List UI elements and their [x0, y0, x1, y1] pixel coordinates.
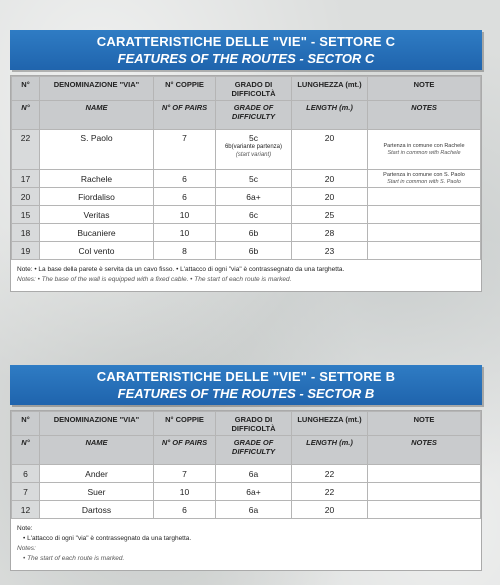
- header-pairs-en: N° OF PAIRS: [154, 436, 216, 465]
- header-notes-en: NOTES: [368, 436, 481, 465]
- sector-c-table-box: [10, 75, 482, 292]
- sector-c-title: CARATTERISTICHE DELLE "VIE" - SETTORE C: [96, 34, 396, 49]
- table-row: [12, 170, 481, 188]
- route-length: 20: [292, 188, 368, 206]
- route-number: 12: [12, 501, 40, 519]
- route-pairs: 10: [154, 224, 216, 242]
- route-number: 20: [12, 188, 40, 206]
- route-name: Rachele: [40, 170, 154, 188]
- sector-b-table: [11, 411, 481, 519]
- header-name-en: NAME: [40, 101, 154, 130]
- route-note: [368, 206, 481, 224]
- route-name: Suer: [40, 483, 154, 501]
- header-pairs: N° COPPIE: [154, 412, 216, 436]
- route-note: [368, 130, 481, 170]
- sector-b-subtitle: FEATURES OF THE ROUTES - SECTOR B: [117, 386, 375, 401]
- header-grade-en: GRADE OF DIFFICULTY: [216, 101, 292, 130]
- footnote-it: Note: • La base della parete è servita da un cavo fisso. • L'attacco di ogni "via" è contrassegnato da una targhetta.: [17, 266, 345, 273]
- route-grade: 6a+: [216, 188, 292, 206]
- route-number: 7: [12, 483, 40, 501]
- route-note: [368, 188, 481, 206]
- route-length: 23: [292, 242, 368, 260]
- route-note-en: Start in common with Rachele: [387, 149, 461, 156]
- route-grade: 6b: [216, 242, 292, 260]
- header-grade-en: GRADE OF DIFFICULTY: [216, 436, 292, 465]
- header-name: DENOMINAZIONE "VIA": [40, 412, 154, 436]
- header-grade: GRADO DI DIFFICOLTÀ: [216, 77, 292, 101]
- route-length: 20: [292, 130, 368, 170]
- table-row: [12, 501, 481, 519]
- table-row: [12, 188, 481, 206]
- sector-b-panel: [10, 365, 482, 571]
- sector-c-table: [11, 76, 481, 260]
- route-pairs: 8: [154, 242, 216, 260]
- header-grade: GRADO DI DIFFICOLTÀ: [216, 412, 292, 436]
- route-note-it: Partenza in comune con Rachele: [383, 142, 465, 149]
- table-row: [12, 224, 481, 242]
- route-length: 22: [292, 465, 368, 483]
- route-grade: 5c: [249, 133, 258, 143]
- route-length: 20: [292, 501, 368, 519]
- route-number: 18: [12, 224, 40, 242]
- route-grade-cell: [216, 130, 292, 170]
- route-number: 22: [12, 130, 40, 170]
- table-row: [12, 206, 481, 224]
- route-length: 20: [292, 170, 368, 188]
- route-pairs: 10: [154, 483, 216, 501]
- footnote-label-it: Note:: [17, 525, 33, 532]
- header-note: NOTE: [368, 77, 481, 101]
- header-notes-en: NOTES: [368, 101, 481, 130]
- route-grade: 6a: [216, 501, 292, 519]
- route-number: 19: [12, 242, 40, 260]
- footnote-en: Notes: • The base of the wall is equipped with a fixed cable. • The start of each route is marked.: [17, 276, 292, 283]
- sector-c-footnote: [11, 260, 481, 291]
- route-note: [368, 465, 481, 483]
- route-pairs: 6: [154, 170, 216, 188]
- table-row: [12, 242, 481, 260]
- route-number: 17: [12, 170, 40, 188]
- route-name: Ander: [40, 465, 154, 483]
- header-note: NOTE: [368, 412, 481, 436]
- route-grade: 6c: [216, 206, 292, 224]
- header-pairs-en: N° OF PAIRS: [154, 101, 216, 130]
- route-note: [368, 501, 481, 519]
- route-note-it: Partenza in comune con S. Paolo: [383, 171, 465, 178]
- header-length-en: LENGTH (m.): [292, 101, 368, 130]
- sector-b-banner: [10, 365, 482, 405]
- sector-b-title: CARATTERISTICHE DELLE "VIE" - SETTORE B: [96, 369, 396, 384]
- header-length: LUNGHEZZA (mt.): [292, 77, 368, 101]
- header-length-en: LENGTH (m.): [292, 436, 368, 465]
- header-number-en: N°: [12, 101, 40, 130]
- sector-b-table-box: [10, 410, 482, 571]
- route-name: Dartoss: [40, 501, 154, 519]
- footnote-en: • The start of each route is marked.: [23, 555, 125, 562]
- header-name: DENOMINAZIONE "VIA": [40, 77, 154, 101]
- route-name: Fiordaliso: [40, 188, 154, 206]
- route-number: 15: [12, 206, 40, 224]
- header-length: LUNGHEZZA (mt.): [292, 412, 368, 436]
- route-name: Bucaniere: [40, 224, 154, 242]
- header-name-en: NAME: [40, 436, 154, 465]
- sector-c-banner: [10, 30, 482, 70]
- route-grade: 6a+: [216, 483, 292, 501]
- route-pairs: 6: [154, 501, 216, 519]
- route-note-en: Start in common with S. Paolo: [387, 178, 461, 185]
- route-length: 22: [292, 483, 368, 501]
- sector-c-subtitle: FEATURES OF THE ROUTES - SECTOR C: [117, 51, 375, 66]
- route-grade-variant-en: (start variant): [235, 152, 272, 158]
- route-note: [368, 483, 481, 501]
- table-row: [12, 483, 481, 501]
- header-number: N°: [12, 412, 40, 436]
- sector-c-panel: [10, 30, 482, 292]
- sector-b-footnote: [11, 519, 481, 570]
- header-pairs: N° COPPIE: [154, 77, 216, 101]
- route-length: 25: [292, 206, 368, 224]
- header-number: N°: [12, 77, 40, 101]
- route-length: 28: [292, 224, 368, 242]
- header-number-en: N°: [12, 436, 40, 465]
- table-row: [12, 465, 481, 483]
- route-note: [368, 242, 481, 260]
- table-row: [12, 130, 481, 170]
- route-grade-variant: 6b(variante partenza): [224, 144, 283, 150]
- route-name: Col vento: [40, 242, 154, 260]
- route-note: [368, 170, 481, 188]
- footnote-label-en: Notes:: [17, 545, 36, 552]
- route-name: S. Paolo: [40, 130, 154, 170]
- route-grade: 6a: [216, 465, 292, 483]
- route-pairs: 6: [154, 188, 216, 206]
- route-grade: 6b: [216, 224, 292, 242]
- route-number: 6: [12, 465, 40, 483]
- route-pairs: 7: [154, 130, 216, 170]
- route-name: Veritas: [40, 206, 154, 224]
- route-note: [368, 224, 481, 242]
- footnote-it: • L'attacco di ogni "via" è contrassegnato da una targhetta.: [23, 535, 192, 542]
- route-pairs: 7: [154, 465, 216, 483]
- route-pairs: 10: [154, 206, 216, 224]
- route-grade: 5c: [216, 170, 292, 188]
